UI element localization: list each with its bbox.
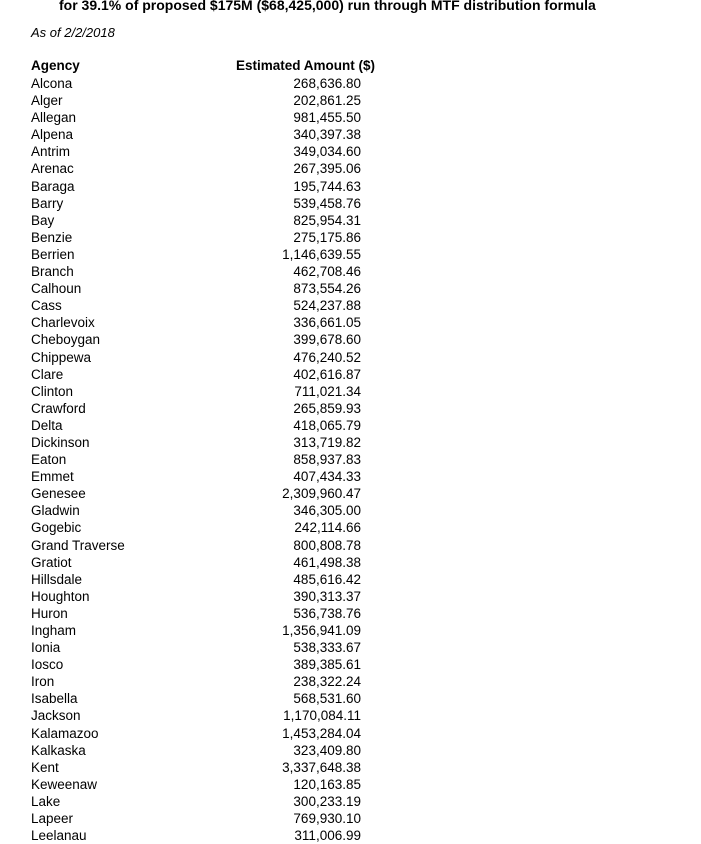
estimated-amount: 390,313.37 — [293, 588, 361, 604]
estimated-amount: 242,114.66 — [294, 520, 361, 536]
agency-name: Baraga — [31, 178, 75, 194]
table-row — [0, 827, 701, 844]
estimated-amount: 858,937.83 — [293, 452, 361, 468]
estimated-amount: 267,395.06 — [293, 161, 361, 177]
estimated-amount: 1,356,941.09 — [282, 623, 361, 638]
agency-name: Berrien — [31, 246, 75, 262]
table-row — [0, 349, 701, 366]
estimated-amount: 402,616.87 — [293, 366, 361, 382]
agency-name: Branch — [31, 264, 74, 280]
estimated-amount: 476,240.52 — [293, 349, 361, 365]
estimated-amount: 268,636.80 — [293, 76, 361, 91]
estimated-amount: 346,305.00 — [293, 503, 361, 519]
agency-name: Calhoun — [31, 281, 82, 297]
agency-name: Iron — [31, 674, 55, 690]
table-row — [0, 280, 701, 297]
column-header-estimated-amount: Estimated Amount ($) — [236, 58, 376, 73]
estimated-amount: 536,738.76 — [293, 605, 361, 621]
agency-name: Clinton — [31, 383, 74, 399]
estimated-amount: 340,397.38 — [293, 127, 361, 143]
agency-name: Allegan — [31, 110, 77, 126]
estimated-amount: 539,458.76 — [293, 195, 361, 211]
table-row — [0, 92, 701, 109]
estimated-amount: 1,170,084.11 — [283, 708, 361, 724]
agency-name: Charlevoix — [31, 315, 95, 331]
table-row — [0, 383, 701, 400]
table-row — [0, 810, 701, 827]
table-row — [0, 759, 701, 776]
agency-name: Crawford — [31, 400, 86, 416]
estimated-amount: 538,333.67 — [293, 640, 361, 656]
estimated-amount: 265,859.93 — [293, 400, 361, 416]
agency-name: Kent — [31, 759, 59, 775]
agency-name: Houghton — [31, 588, 90, 604]
agency-name: Lapeer — [31, 811, 74, 827]
estimated-amount: 981,455.50 — [293, 110, 361, 126]
estimated-amount: 202,861.25 — [293, 93, 361, 109]
table-row — [0, 195, 701, 212]
table-row — [0, 331, 701, 348]
agency-name: Lake — [31, 793, 61, 809]
table-row — [0, 126, 701, 143]
table-row — [0, 109, 701, 126]
agency-name: Gogebic — [31, 520, 82, 536]
estimated-amount: 461,498.38 — [293, 554, 361, 570]
estimated-amount: 418,065.79 — [293, 417, 361, 433]
estimated-amount: 399,678.60 — [293, 332, 361, 348]
table-row — [0, 519, 701, 536]
estimated-amount: 238,322.24 — [293, 674, 361, 690]
table-row — [0, 554, 701, 571]
agency-name: Genesee — [31, 486, 86, 502]
table-row — [0, 622, 701, 639]
estimated-amount: 873,554.26 — [293, 281, 361, 297]
estimated-amount: 524,237.88 — [293, 298, 361, 314]
estimated-amount: 769,930.10 — [293, 811, 361, 827]
agency-name: Iosco — [31, 657, 64, 673]
agency-name: Cheboygan — [31, 332, 101, 348]
table-row — [0, 485, 701, 502]
agency-name: Ingham — [31, 623, 77, 638]
agency-name: Chippewa — [31, 349, 92, 365]
table-row — [0, 400, 701, 417]
agency-name: Delta — [31, 417, 63, 433]
table-row — [0, 690, 701, 707]
table-row — [0, 263, 701, 280]
column-header-agency: Agency — [31, 58, 80, 73]
agency-name: Bay — [31, 212, 55, 228]
table-row — [0, 673, 701, 690]
agency-name: Kalkaska — [31, 742, 86, 758]
estimated-amount: 195,744.63 — [293, 178, 361, 194]
agency-name: Alcona — [31, 76, 73, 91]
agency-name: Gladwin — [31, 503, 80, 519]
table-row — [0, 468, 701, 485]
estimated-amount: 336,661.05 — [293, 315, 361, 331]
agency-name: Jackson — [31, 708, 81, 724]
table-row — [0, 656, 701, 673]
agency-name: Kalamazoo — [31, 725, 99, 741]
table-row — [0, 451, 701, 468]
agency-name: Dickinson — [31, 434, 90, 450]
agency-name: Keweenaw — [31, 776, 98, 792]
estimated-amount: 275,175.86 — [293, 229, 361, 245]
estimated-amount: 825,954.31 — [293, 212, 361, 228]
table-row — [0, 160, 701, 177]
table-row — [0, 588, 701, 605]
table-row — [0, 246, 701, 263]
table-row — [0, 639, 701, 656]
table-row — [0, 417, 701, 434]
table-row — [0, 742, 701, 759]
estimated-amount: 311,006.99 — [294, 828, 361, 844]
estimated-amount: 349,034.60 — [293, 144, 361, 160]
agency-name: Barry — [31, 195, 64, 211]
as-of-date: As of 2/2/2018 — [31, 25, 115, 40]
agency-name: Eaton — [31, 452, 67, 468]
table-row — [0, 143, 701, 160]
table-row — [0, 297, 701, 314]
agency-name: Alger — [31, 93, 63, 109]
table-row — [0, 212, 701, 229]
agency-name: Isabella — [31, 691, 78, 707]
table-row — [0, 502, 701, 519]
estimated-amount: 407,434.33 — [293, 469, 361, 485]
agency-name: Grand Traverse — [31, 537, 125, 553]
agency-name: Ionia — [31, 640, 61, 656]
table-row — [0, 571, 701, 588]
estimated-amount: 568,531.60 — [293, 691, 361, 707]
agency-name: Leelanau — [31, 828, 87, 844]
agency-name: Arenac — [31, 161, 74, 177]
table-row — [0, 314, 701, 331]
estimated-amount: 2,309,960.47 — [282, 486, 361, 502]
estimated-amount: 800,808.78 — [293, 537, 361, 553]
estimated-amount: 711,021.34 — [294, 383, 361, 399]
table-row — [0, 366, 701, 383]
agency-name: Gratiot — [31, 554, 72, 570]
agency-name: Emmet — [31, 469, 74, 485]
table-row — [0, 605, 701, 622]
estimated-amount: 3,337,648.38 — [282, 759, 361, 775]
table-row — [0, 229, 701, 246]
table-row — [0, 707, 701, 724]
agency-name: Clare — [31, 366, 64, 382]
agency-name: Benzie — [31, 229, 73, 245]
estimated-amount: 300,233.19 — [293, 793, 361, 809]
table-row — [0, 793, 701, 810]
table-row — [0, 537, 701, 554]
agency-name: Alpena — [31, 127, 74, 143]
estimated-amount: 323,409.80 — [293, 742, 361, 758]
table-row — [0, 75, 701, 92]
table-row — [0, 434, 701, 451]
agency-name: Cass — [31, 298, 62, 314]
estimated-amount: 313,719.82 — [293, 434, 361, 450]
table-row — [0, 776, 701, 793]
agency-amount-table — [0, 75, 701, 844]
agency-name: Antrim — [31, 144, 71, 160]
estimated-amount: 1,146,639.55 — [282, 246, 361, 262]
table-row — [0, 178, 701, 195]
estimated-amount: 462,708.46 — [293, 264, 361, 280]
estimated-amount: 1,453,284.04 — [282, 725, 361, 741]
estimated-amount: 485,616.42 — [293, 571, 361, 587]
estimated-amount: 120,163.85 — [293, 776, 361, 792]
agency-name: Hillsdale — [31, 571, 83, 587]
table-row — [0, 725, 701, 742]
document-heading: for 39.1% of proposed $175M ($68,425,000) run through MTF distribution formula — [59, 0, 596, 13]
agency-name: Huron — [31, 605, 68, 621]
estimated-amount: 389,385.61 — [293, 657, 361, 673]
